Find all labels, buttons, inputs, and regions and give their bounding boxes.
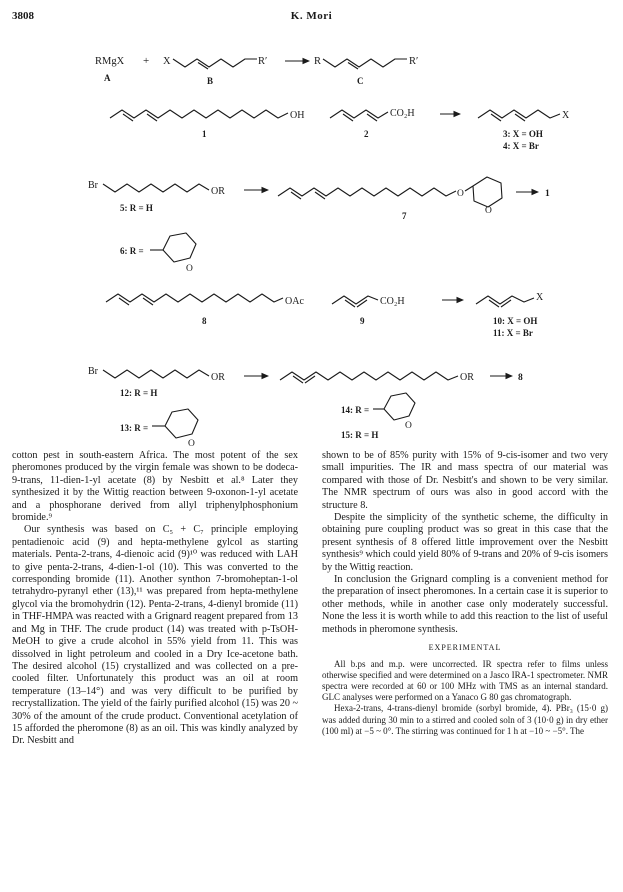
compound-2-double-bond-a (343, 114, 353, 121)
compound-7-label: 7 (402, 211, 407, 221)
compound-6-thp-ring (163, 233, 196, 262)
compound-10-11-double-bond-b (501, 300, 511, 307)
compound-4-label: 4: X = Br (503, 141, 539, 151)
compound-10-11-chain (476, 296, 534, 304)
compound-3-4-double-bond-b (515, 114, 525, 121)
compound-13-ring-oxygen: O (188, 439, 195, 449)
compound-9-double-bond-b (357, 300, 367, 307)
compound-8-double-bond-b (143, 298, 153, 305)
compound-12-chain (103, 370, 209, 378)
compound-3-label: 3: X = OH (503, 129, 543, 139)
scheme-row-4 (106, 292, 544, 338)
compound-15-label: 15: R = H (341, 430, 379, 440)
compound-9-group: CO₂H (380, 296, 405, 307)
compound-1-double-bond-a (123, 114, 133, 121)
plus-sign: + (143, 55, 150, 67)
product-c-chain (323, 59, 407, 67)
paragraph: Our synthesis was based on C₅ + C₇ principle employing pentadienoic acid (9) and hepta-methylene gylcol as starting materials. Penta-2-trans, 4-dienoic acid (9)¹⁰ was reduced with LAH to give penta-2-trans, 4-dien-1-ol (10). This was converted to the corresponding bromide (11). Another synthon 7-bromoheptan-1-ol tetrahydro-pyranyl ether (13),¹¹ was prepared from hepta-methylene glycol via the bromohydrin (12). Penta-2-trans, 4-dienyl bromide (11) in THF-HMPA was reacted with a Grignard reagent prepared from 13 and Mg in THF. The crude product (14) was treated with p-TsOH-MeOH to give a crude alcohol in 55% yield from 11. This was dissolved in light petroleum and cooled in a Dry Ice-acetone bath. The desired alcohol (15) crystallized and was collected on a pre-cooled filter. Unfortunately this product was an oil at room temperature (13–14°) and was very difficult to be purified by recrystallization. The yield of the fairly purified alcohol (15) was 20 ~ 30% of the amount of the crude product. Conventional acetylation of 15 afforded the pheromone (8) as an oil. This was kindly analyzed by Dr. Nesbitt and (12, 524, 298, 747)
compound-7-ether-oxygen: O (457, 189, 464, 199)
page-number: 3808 (12, 10, 34, 22)
compound-14-chain (280, 372, 458, 380)
compound-8-group: OAc (285, 296, 304, 307)
compound-14-thp-ring (384, 393, 415, 420)
compound-12-halide: Br (88, 366, 98, 377)
compound-2-double-bond-b (367, 114, 377, 121)
reagent-b-label: B (207, 76, 214, 86)
compound-14-ring-oxygen: O (405, 421, 412, 431)
row-3-product-ref: 1 (545, 189, 550, 199)
compound-8-label: 8 (202, 316, 207, 326)
compound-5-halide: Br (88, 180, 98, 191)
scheme-row-5 (88, 366, 523, 449)
scheme-row-2 (110, 108, 570, 151)
compound-9-double-bond-a (345, 300, 355, 307)
compound-1-chain (110, 110, 288, 118)
product-c-substituent-right: R′ (409, 56, 419, 67)
scheme-row-3 (88, 177, 550, 274)
compound-1-group: OH (290, 110, 305, 121)
reagent-b-chain (173, 59, 257, 67)
compound-13-thp-ring (165, 409, 198, 438)
compound-1-label: 1 (202, 129, 207, 139)
compound-14-group: OR (460, 372, 474, 383)
compound-1-double-bond-b (147, 114, 157, 121)
paragraph: cotton pest in south-eastern Africa. The most potent of the sex pheromones produced by the virgin female was shown to be dodeca-9-trans, 11-dien-1-yl acetate (8) by Nesbitt et al.⁸ Later they synthesized it by the Wittig reaction between 9-oxonon-1-yl acetate and a phosphorane derived from allyl triphenylphosphonium bromide.⁹ (12, 450, 298, 524)
product-c-label: C (357, 76, 364, 86)
left-column (12, 450, 298, 748)
experimental-paragraph: All b.ps and m.p. were uncorrected. IR spectra refer to films unless otherwise specified and were determined on a Jasco IRA-1 spectrometer. NMR spectra were recorded at 60 or 100 MHz with TMS as an internal standard. GLC analyses were performed on a Yanaco G 80 gas chromatograph. (322, 658, 608, 703)
running-head: K. Mori (290, 10, 333, 22)
compound-3-4-group: X (562, 110, 570, 121)
compound-3-4-double-bond-a (491, 114, 501, 121)
compound-11-label: 11: X = Br (493, 328, 533, 338)
compound-9-chain (332, 296, 378, 304)
compound-5-group: OR (211, 186, 225, 197)
right-column (322, 450, 608, 737)
compound-10-11-group: X (536, 292, 544, 303)
compound-6-ring-oxygen: O (186, 264, 193, 274)
experimental-heading: EXPERIMENTAL (428, 643, 502, 653)
experimental-paragraph: Hexa-2-trans, 4-trans-dienyl bromide (sorbyl bromide, 4). PBr₃ (15·0 g) was added during 30 min to a stirred and cooled soln of 3 (10·0 g) in dry ether (100 ml) at −5 ~ 0°. The stirring was continued for 1 h at −10 ~ −5°. The (322, 703, 608, 736)
compound-13-label: 13: R = (120, 423, 149, 433)
reagent-a-formula: RMgX (95, 56, 125, 67)
compound-10-label: 10: X = OH (493, 316, 538, 326)
compound-7-thp-ring (473, 177, 502, 207)
compound-2-group: CO₂H (390, 108, 415, 119)
paragraph: Despite the simplicity of the synthetic scheme, the difficulty in obtaining pure coupling product was so great in this case that the present synthesis of 8 offered little improvement over the Nesbitt synthesis⁹ which could yield 80% of 9-trans and 20% of 9-cis isomers by the Wittig reaction. (322, 512, 608, 573)
reagent-a-label: A (104, 73, 111, 83)
compound-7-double-bond-a (291, 192, 301, 199)
compound-8-double-bond-a (119, 298, 129, 305)
compound-14-double-bond-b (305, 376, 315, 383)
compound-12-group: OR (211, 372, 225, 383)
reagent-b-substituent: R′ (258, 56, 268, 67)
compound-9-label: 9 (360, 316, 365, 326)
reagent-b-halide: X (163, 56, 171, 67)
compound-7-linker-bond (465, 186, 473, 191)
compound-14-label: 14: R = (341, 405, 370, 415)
compound-5-label: 5: R = H (120, 203, 153, 213)
compound-7-double-bond-b (315, 192, 325, 199)
paragraph: shown to be of 85% purity with 15% of 9-cis-isomer and two very small impurities. The IR and mass spectra of our material was compared with those of Dr. Nesbitt's and shown to be very similar. The NMR spectrum of ours was also in good accord with the structure 8. (322, 450, 608, 511)
scheme-row-1 (95, 55, 418, 86)
compound-2-chain (330, 110, 388, 118)
compound-14-double-bond-a (293, 376, 303, 383)
compound-12-label: 12: R = H (120, 388, 158, 398)
compound-6-label: 6: R = (120, 246, 144, 256)
compound-7-chain (278, 188, 456, 196)
compound-2-label: 2 (364, 129, 369, 139)
compound-10-11-double-bond-a (489, 300, 499, 307)
product-c-substituent-left: R (314, 56, 322, 67)
row-5-product-ref: 8 (518, 373, 523, 383)
compound-8-chain (106, 294, 283, 302)
paragraph: In conclusion the Grignard compling is a convenient method for the preparation of insect pheromones. In a certain case it is superior to other methods, while in another case only moderately successful. None the less it is worth while to add this reaction to the list of useful methods in pheromone synthesis. (322, 574, 608, 635)
compound-7-ring-oxygen: O (485, 206, 492, 216)
compound-5-chain (103, 184, 209, 192)
